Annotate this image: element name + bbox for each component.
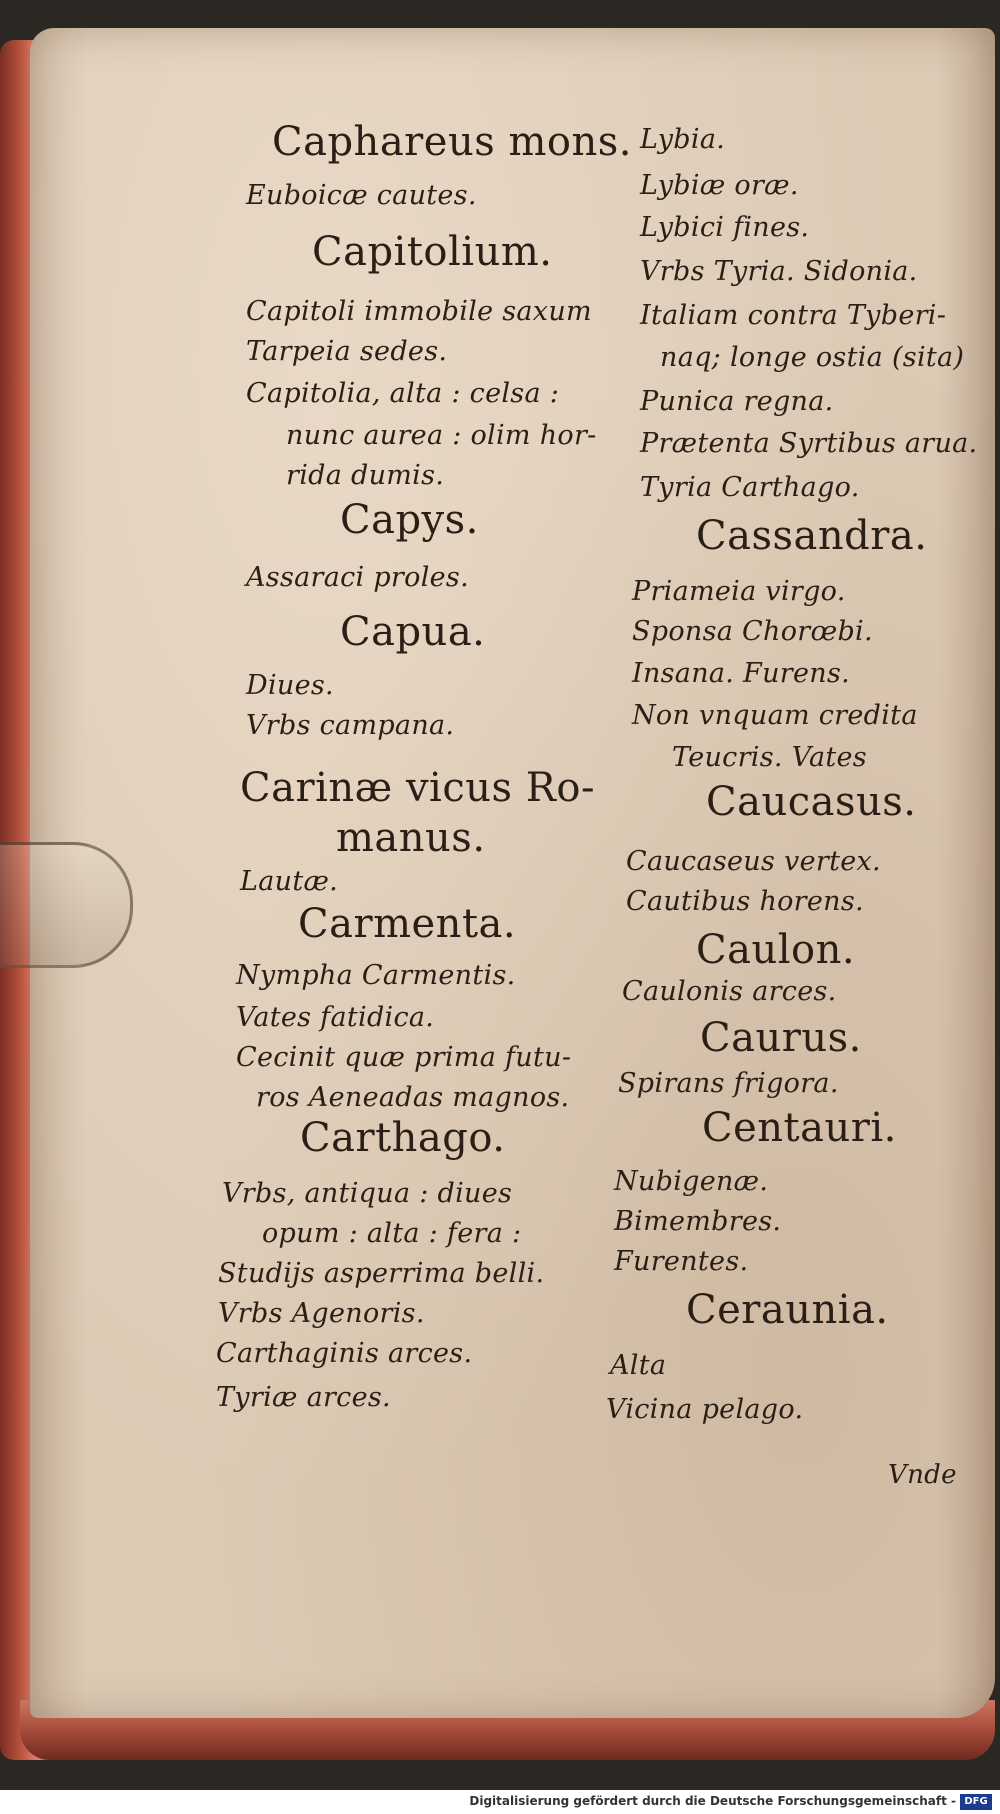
right-headword: Cassandra.: [696, 513, 928, 559]
right-epithet: Caucaseus vertex.: [626, 846, 881, 877]
right-headword: Caurus.: [700, 1015, 862, 1061]
left-epithet: Carthaginis arces.: [216, 1338, 473, 1369]
right-epithet: Sponsa Chorœbi.: [632, 616, 873, 647]
right-epithet: Lybiæ oræ.: [640, 170, 799, 201]
right-epithet: Furentes.: [614, 1246, 749, 1277]
right-epithet: Tyria Carthago.: [640, 472, 860, 503]
left-headword: Carmenta.: [298, 901, 517, 947]
dfg-logo: DFG: [960, 1794, 992, 1810]
right-headword: Ceraunia.: [686, 1287, 889, 1333]
right-epithet: Vicina pelago.: [606, 1394, 804, 1425]
left-epithet: Capitoli immobile saxum: [246, 296, 592, 327]
footer-bar: [0, 1790, 1000, 1814]
right-epithet: Punica regna.: [640, 386, 834, 417]
left-headword: manus.: [336, 815, 486, 861]
right-epithet: Bimembres.: [614, 1206, 782, 1237]
page-clip: [0, 842, 133, 968]
right-epithet: Priameia virgo.: [632, 576, 846, 607]
left-epithet: Capitolia, alta : celsa :: [246, 378, 560, 409]
right-epithet: Caulonis arces.: [622, 976, 837, 1007]
left-epithet: Cecinit quæ prima futu-: [236, 1042, 572, 1073]
left-epithet: opum : alta : fera :: [262, 1218, 522, 1249]
right-epithet: Spirans frigora.: [618, 1068, 839, 1099]
left-headword: Capitolium.: [312, 229, 553, 275]
right-epithet: Lybia.: [640, 124, 726, 155]
right-epithet: Prætenta Syrtibus arua.: [640, 428, 978, 459]
right-epithet: Cautibus horens.: [626, 886, 864, 917]
left-headword: Capys.: [340, 497, 479, 543]
left-epithet: Tyriæ arces.: [216, 1382, 391, 1413]
left-epithet: Tarpeia sedes.: [246, 336, 448, 367]
left-epithet: Diues.: [246, 670, 334, 701]
right-headword: Centauri.: [702, 1105, 897, 1151]
right-epithet: Nubigenæ.: [614, 1166, 769, 1197]
left-epithet: Nympha Carmentis.: [236, 960, 516, 991]
left-headword: Carthago.: [300, 1115, 506, 1161]
left-epithet: Vates fatidica.: [236, 1002, 435, 1033]
left-epithet: rida dumis.: [286, 460, 445, 491]
right-epithet: Insana. Furens.: [632, 658, 850, 689]
right-epithet: Alta: [610, 1350, 667, 1381]
left-epithet: Assaraci proles.: [246, 562, 469, 593]
left-epithet: ros Aeneadas magnos.: [256, 1082, 570, 1113]
left-epithet: Euboicæ cautes.: [246, 180, 477, 211]
left-headword: Capua.: [340, 609, 486, 655]
right-epithet: Non vnquam credita: [632, 700, 918, 731]
right-headword: Caulon.: [696, 927, 856, 973]
right-epithet: Teucris. Vates: [672, 742, 867, 773]
footer-credit: Digitalisierung gefördert durch die Deutsche Forschungsgemeinschaft -: [469, 1794, 956, 1808]
left-epithet: Studijs asperrima belli.: [218, 1258, 545, 1289]
right-epithet: Italiam contra Tyberi-: [640, 300, 947, 331]
right-epithet: Vrbs Tyria. Sidonia.: [640, 256, 918, 287]
left-epithet: Vrbs campana.: [246, 710, 455, 741]
right-epithet: Lybici fines.: [640, 212, 810, 243]
right-headword: Caucasus.: [706, 779, 917, 825]
right-epithet: naq; longe ostia (sita): [660, 342, 965, 373]
left-epithet: Vrbs Agenoris.: [218, 1298, 425, 1329]
catchword: Vnde: [888, 1460, 957, 1490]
left-headword: Caphareus mons.: [272, 119, 632, 165]
left-epithet: Lautæ.: [240, 866, 339, 897]
left-headword: Carinæ vicus Ro-: [240, 765, 595, 811]
left-epithet: nunc aurea : olim hor-: [286, 420, 597, 451]
left-epithet: Vrbs, antiqua : diues: [222, 1178, 513, 1209]
